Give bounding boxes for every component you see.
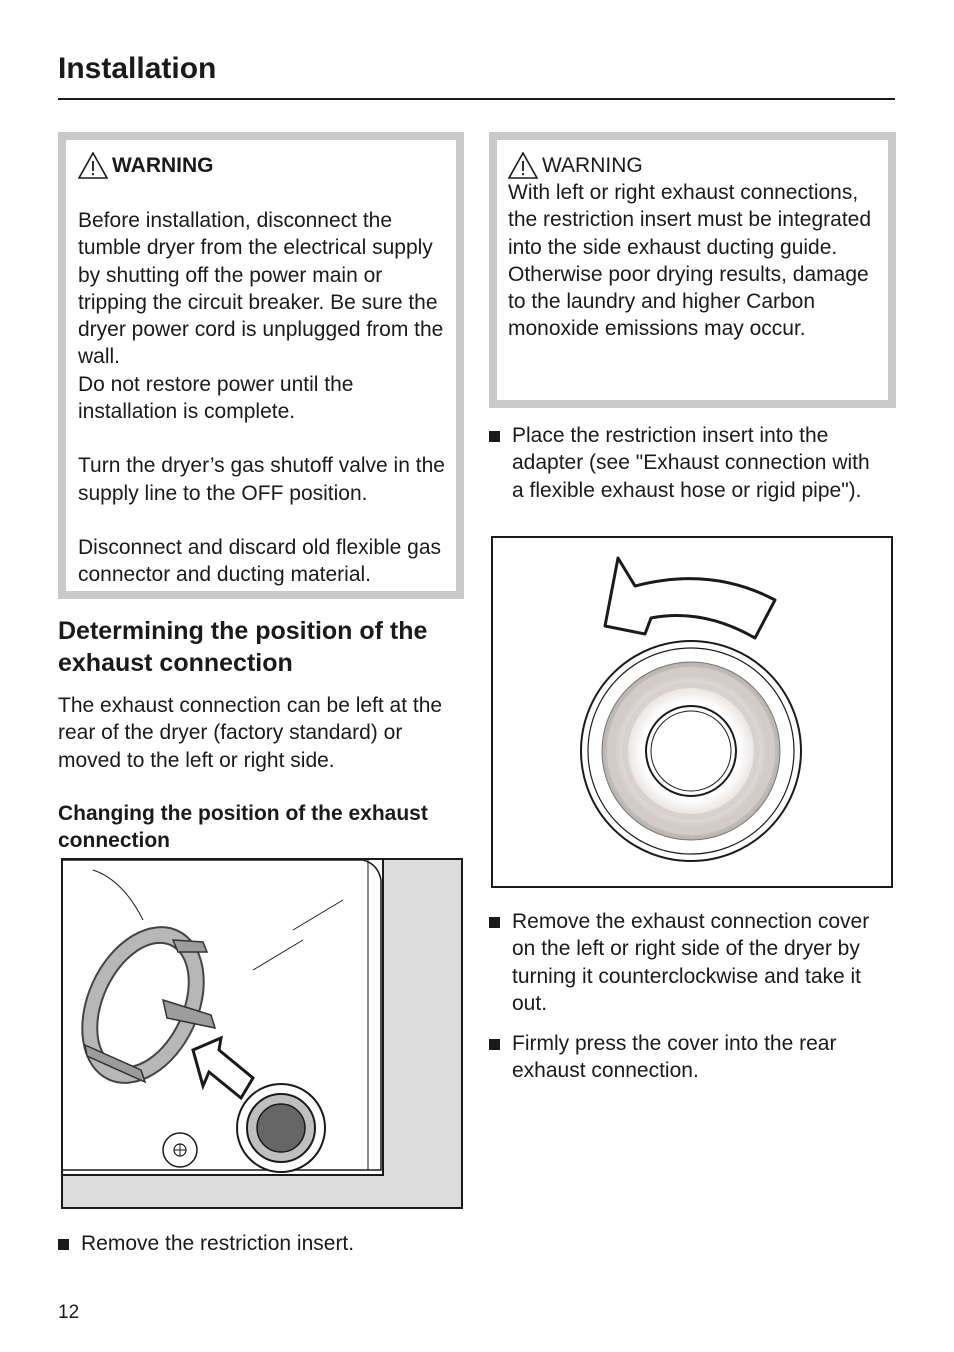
warning-triangle-icon — [78, 152, 108, 179]
dryer-rear-illustration — [63, 860, 461, 1207]
step-text: Firmly press the cover into the rear exhaust connection. — [512, 1032, 837, 1083]
warning-heading-right — [508, 152, 880, 179]
step-text: Place the restriction insert into the adapter (see "Exhaust connection with a flexible exhaust hose or rigid pipe"). — [512, 424, 870, 502]
warning-paragraph: Turn the dryer’s gas shutoff valve in the supply line to the OFF position. — [78, 454, 445, 505]
warning-box-right — [489, 132, 896, 408]
figure-turn-cover — [491, 536, 893, 888]
warning-paragraph: Disconnect and discard old flexible gas connector and ducting material. — [78, 535, 442, 587]
warning-text-right — [508, 179, 880, 343]
page-number: 12 — [58, 1302, 80, 1323]
step-remove-cover — [489, 908, 889, 1017]
warning-paragraph: Otherwise poor drying results, damage to the laundry and higher Carbon monoxide emissions may occur. — [508, 262, 869, 341]
square-bullet-icon — [58, 1239, 69, 1250]
step-text: Remove the restriction insert. — [81, 1232, 355, 1255]
square-bullet-icon — [489, 1039, 500, 1050]
figure-remove-insert — [61, 858, 463, 1209]
warning-label: WARNING — [112, 154, 214, 177]
warning-paragraph: Do not restore power until the installation is complete. — [78, 372, 354, 424]
step-press-cover — [489, 1030, 889, 1085]
section-heading: Determining the position of the exhaust connection — [58, 617, 428, 677]
title-rule — [58, 98, 895, 100]
square-bullet-icon — [489, 431, 500, 442]
section-intro: The exhaust connection can be left at the rear of the dryer (factory standard) or moved to the left or right side. — [58, 694, 443, 772]
page-title: Installation — [58, 52, 217, 85]
step-remove-insert — [58, 1230, 458, 1257]
warning-text-left — [78, 207, 456, 589]
warning-paragraph: With left or right exhaust connections, the restriction insert must be integrated into the side exhaust ducting guide. — [508, 181, 872, 259]
square-bullet-icon — [489, 917, 500, 928]
warning-heading-left — [78, 152, 456, 179]
subsection-heading: Changing the position of the exhaust connection — [58, 802, 428, 852]
warning-box-left — [58, 132, 464, 599]
step-place-insert — [489, 422, 881, 504]
warning-triangle-icon — [508, 152, 538, 179]
warning-paragraph: Before installation, disconnect the tumble dryer from the electrical supply by shutting off the power main or tripping the circuit breaker. Be sure the dryer power cord is unplugged from the wall. — [78, 209, 444, 369]
step-text: Remove the exhaust connection cover on the left or right side of the dryer by turning it counterclockwise and take it out. — [512, 910, 870, 1015]
warning-label: WARNING — [542, 154, 643, 177]
exhaust-cover-illustration — [493, 538, 891, 886]
